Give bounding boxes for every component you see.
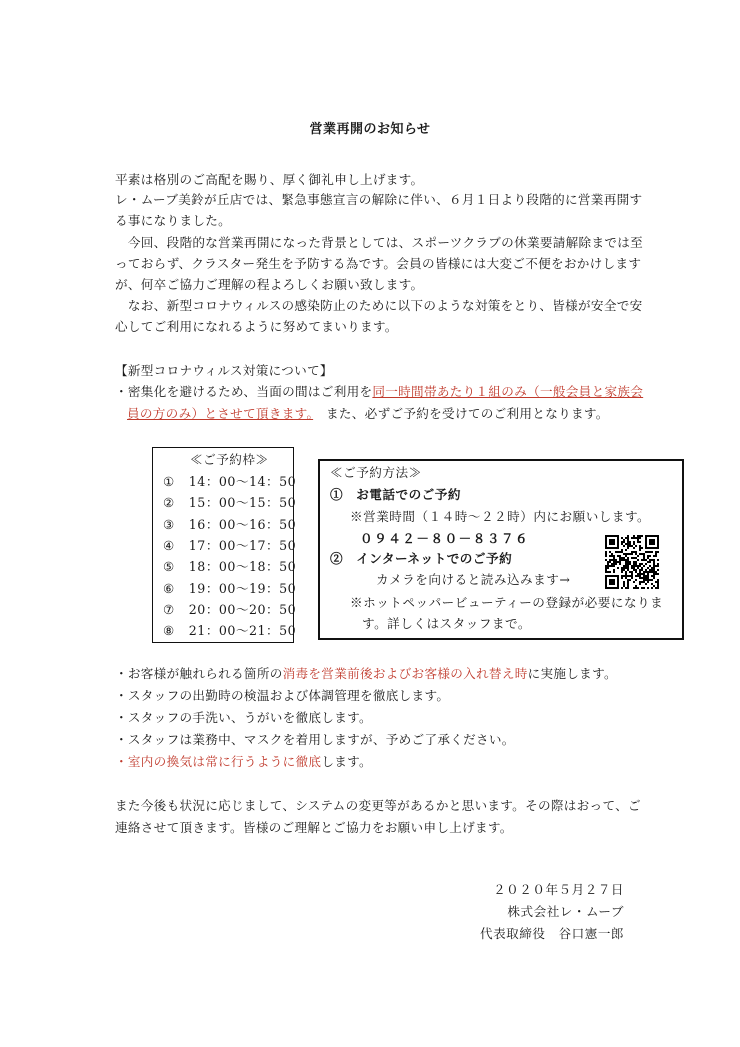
slot-time: 17：00～17：50	[188, 537, 297, 553]
page-title: 営業再開のお知らせ	[309, 122, 431, 137]
measure-item-line	[115, 382, 643, 402]
slot-item	[163, 536, 296, 556]
slot-number: ①	[163, 474, 175, 489]
slot-number: ③	[163, 516, 175, 532]
bullet-suffix: します。	[321, 754, 372, 769]
measure-item-highlight: 員の方のみ）とさせて頂きます。	[127, 406, 314, 421]
net-number-marker: ②	[330, 551, 344, 566]
bullet-suffix: に実施します。	[527, 666, 617, 681]
signature-representative: 代表取締役 谷口憲一郎	[479, 926, 624, 941]
intro-line: が、何卒ご協力ご理解の程よろしくお願い致します。	[115, 277, 424, 292]
signature-company: 株式会社レ・ムーブ	[507, 904, 624, 919]
bullet-item	[115, 664, 617, 684]
slot-time: 20：00～20：50	[188, 601, 297, 617]
slot-number: ⑥	[163, 580, 175, 596]
slot-number: ②	[163, 495, 175, 511]
phone-title: お電話でのご予約	[356, 487, 461, 502]
bullet-highlight: ・室内の換気は常に行うように徹底	[115, 754, 322, 769]
camera-instruction: カメラを向けると読み込みます→	[376, 572, 571, 587]
bullet-prefix: ・お客様が触れられる箇所の	[115, 666, 283, 681]
net-note: ※ホットペッパービューティーの登録が必要になりま	[350, 595, 664, 610]
phone-hours: ※営業時間（１４時～２２時）内にお願いします。	[350, 509, 651, 524]
method-heading: ≪ご予約方法≫	[330, 465, 422, 480]
phone-reservation-title	[330, 485, 461, 505]
bullet-item	[115, 752, 372, 772]
measures-heading: 【新型コロナウィルス対策について】	[115, 363, 333, 378]
measure-item-suffix: また、必ずご予約を受けてのご利用となります。	[313, 406, 609, 421]
intro-line: レ・ムーブ美鈴が丘店では、緊急事態宣言の解除に伴い、６月１日より段階的に営業再開す	[115, 192, 643, 207]
net-reservation-title	[330, 549, 512, 569]
slot-time: 18：00～18：50	[188, 559, 297, 575]
measure-item-line	[127, 404, 609, 424]
slot-time: 15：00～15：50	[188, 495, 297, 511]
slots-heading: ≪ご予約枠≫	[190, 452, 269, 467]
net-title: インターネットでのご予約	[356, 551, 513, 566]
intro-line: なお、新型コロナウィルスの感染防止のために以下のような対策をとり、皆様が安全で安	[115, 298, 643, 313]
intro-line: 心してご利用になれるように努めてまいります。	[115, 319, 398, 334]
slot-number: ④	[163, 537, 175, 553]
slot-number: ⑦	[163, 601, 175, 617]
phone-number-marker: ①	[330, 487, 344, 502]
slot-item	[163, 493, 296, 513]
net-note: す。詳しくはスタッフまで。	[362, 616, 531, 631]
intro-line: っておらず、クラスター発生を予防する為です。会員の皆様には大変ご不便をおかけします	[115, 256, 642, 271]
bullet-item: ・スタッフの出勤時の検温および体調管理を徹底します。	[115, 688, 450, 703]
slot-number: ⑤	[163, 559, 175, 575]
slot-item	[163, 600, 296, 620]
signature-date: ２０２０年５月２７日	[493, 882, 624, 897]
slot-time: 14：00～14：50	[188, 474, 297, 489]
qr-code-icon[interactable]	[605, 535, 659, 589]
closing-line: 連絡させて頂きます。皆様のご理解とご協力をお願い申し上げます。	[115, 820, 513, 835]
intro-line: 平素は格別のご高配を賜り、厚く御礼申し上げます。	[115, 172, 424, 187]
slot-item	[163, 579, 296, 599]
bullet-item: ・スタッフは業務中、マスクを着用しますが、予めご了承ください。	[115, 732, 515, 747]
intro-line: 今回、段階的な営業再開になった背景としては、スポーツクラブの休業要請解除までは至	[115, 235, 644, 250]
slot-time: 16：00～16：50	[188, 516, 297, 532]
reservation-slots-box	[152, 447, 297, 643]
slot-item	[163, 515, 296, 535]
bullet-item: ・スタッフの手洗い、うがいを徹底します。	[115, 710, 372, 725]
slot-time: 21：00～21：50	[188, 623, 297, 639]
phone-number[interactable]: ０９４２－８０－８３７６	[360, 531, 530, 546]
slot-item	[163, 472, 296, 492]
bullet-highlight: 消毒を営業前後およびお客様の入れ替え時	[282, 666, 528, 681]
intro-line: る事になりました。	[115, 213, 232, 228]
measure-item-highlight: 同一時間帯あたり１組のみ（一般会員と家族会	[372, 384, 644, 399]
closing-line: また今後も状況に応じまして、システムの変更等があるかと思います。その際はおって、ご	[115, 798, 641, 813]
measure-item-prefix: ・密集化を避けるため、当面の間はご利用を	[115, 384, 373, 399]
slot-time: 19：00～19：50	[188, 580, 297, 596]
slot-item	[163, 621, 296, 641]
slot-item	[163, 557, 296, 577]
slot-number: ⑧	[163, 623, 175, 639]
